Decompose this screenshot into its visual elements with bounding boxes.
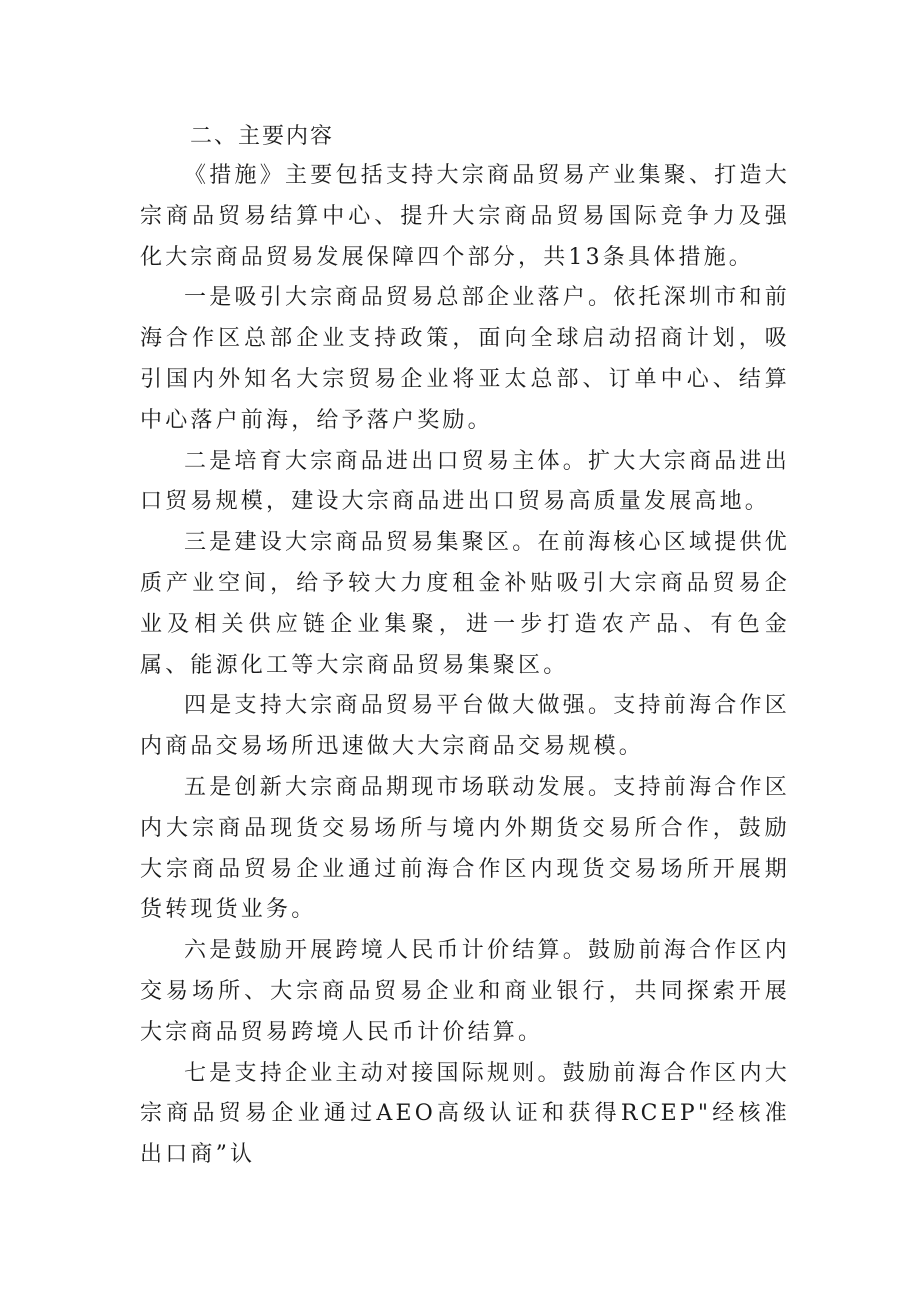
measure-lead: 二是培育大宗商品进出口贸易主体。 xyxy=(184,448,589,474)
measure-body: 支持前海合作区内大宗商品现货交易场所与境内外期货交易所合作，鼓励大宗商品贸易企业通过前海合作区内现货交易场所开展期货转现货业务。 xyxy=(140,774,790,923)
measure-lead: 一是吸引大宗商品贸易总部企业落户。 xyxy=(184,285,614,311)
measure-paragraph-3 xyxy=(140,523,790,686)
measure-body: 依托深圳市和前海合作区总部企业支持政策，面向全球启动招商计划，吸引国内外知名大宗贸易企业将亚太总部、订单中心、结算中心落户前海，给予落户奖励。 xyxy=(140,285,790,433)
section-heading: 二、主要内容 xyxy=(190,124,335,149)
measure-lead: 三是建设大宗商品贸易集聚区。 xyxy=(184,530,538,556)
document-body xyxy=(140,118,790,1176)
measure-body: 鼓励前海合作区内大宗商品贸易企业通过AEO高级认证和获得RCEP"经核准出口商”认 xyxy=(140,1060,790,1168)
measure-lead: 六是鼓励开展跨境人民币计价结算。 xyxy=(184,938,589,964)
measure-body: 鼓励前海合作区内交易场所、大宗商品贸易企业和商业银行，共同探索开展大宗商品贸易跨境人民币计价结算。 xyxy=(140,938,790,1045)
measure-paragraph-1 xyxy=(140,278,790,441)
measure-body: 支持前海合作区内商品交易场所迅速做大大宗商品交易规模。 xyxy=(140,693,790,760)
intro-paragraph: 《措施》主要包括支持大宗商品贸易产业集聚、打造大宗商品贸易结算中心、提升大宗商品贸易国际竞争力及强化大宗商品贸易发展保障四个部分，共13条具体措施。 xyxy=(140,163,790,270)
measure-body: 在前海核心区域提供优质产业空间，给予较大力度租金补贴吸引大宗商品贸易企业及相关供应链企业集聚，进一步打造农产品、有色金属、能源化工等大宗商品贸易集聚区。 xyxy=(140,530,790,678)
measure-lead: 四是支持大宗商品贸易平台做大做强。 xyxy=(184,693,614,719)
measure-paragraph-5 xyxy=(140,768,790,931)
measure-paragraph-6 xyxy=(140,931,790,1053)
measure-paragraph-7 xyxy=(140,1054,790,1176)
measure-lead: 五是创新大宗商品期现市场联动发展。 xyxy=(184,774,614,800)
measure-paragraph-2 xyxy=(140,442,790,524)
measure-lead: 七是支持企业主动对接国际规则。 xyxy=(184,1060,563,1086)
measure-body: 扩大大宗商品进出口贸易规模，建设大宗商品进出口贸易高质量发展高地。 xyxy=(140,448,790,515)
measure-paragraph-4 xyxy=(140,686,790,768)
